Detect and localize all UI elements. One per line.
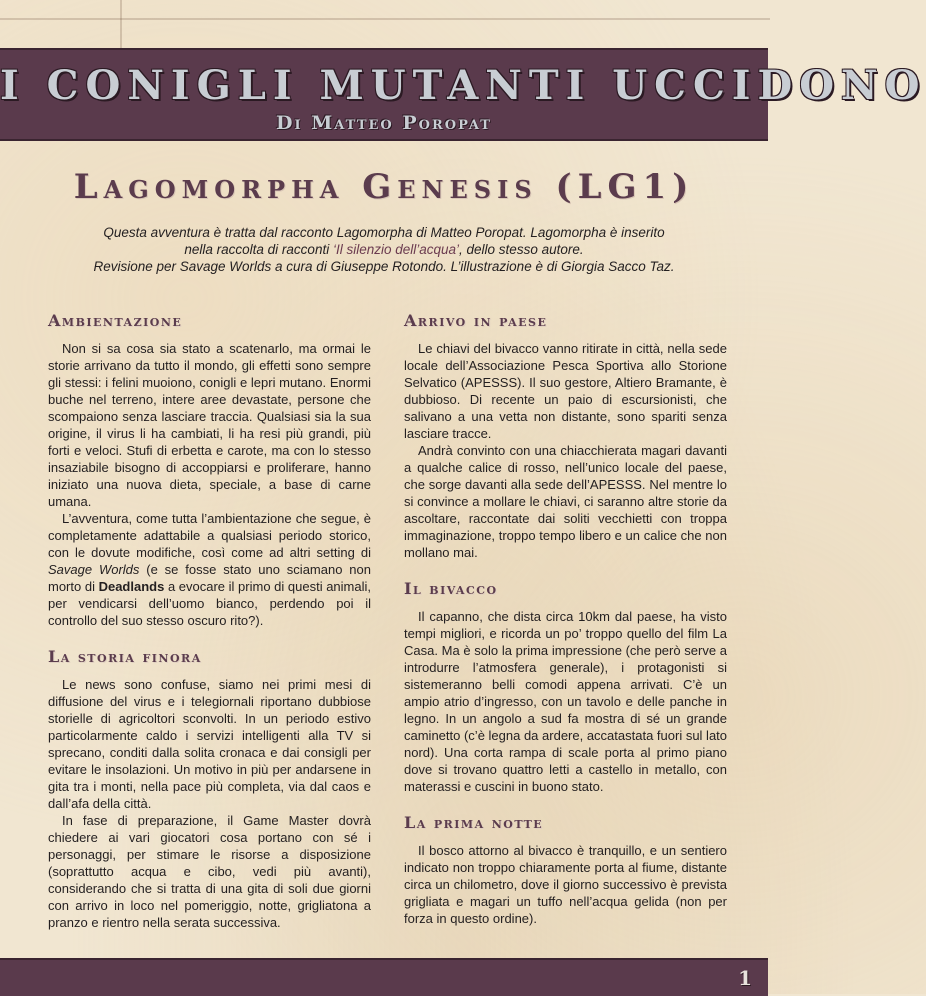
section-arrivo bbox=[404, 311, 727, 561]
section-ambientazione bbox=[48, 311, 371, 629]
intro-line: nella raccolta di racconti ‘Il silenzio dell’acqua’, dello stesso autore. bbox=[184, 242, 584, 257]
paragraph: L’avventura, come tutta l’ambientazione che segue, è completamente adattabile a qualsiasi periodo storico, con le dovute modifiche, così come ad altri setting di Savage Worlds (e se fosse stato uno sciamano non morto di Deadlands a evocare il primo di questi animali, per vendicarsi dell’uomo bianco, perdendo poi il controllo del suo stesso oscuro rito?). bbox=[48, 511, 371, 628]
right-column bbox=[404, 311, 727, 945]
book-title-quote: ‘Il silenzio dell’acqua’ bbox=[332, 242, 460, 257]
section-heading: Arrivo in paese bbox=[404, 311, 548, 330]
intro-line: Questa avventura è tratta dal racconto Lagomorpha di Matteo Poropat. Lagomorpha è inserito bbox=[103, 225, 665, 240]
section-notte bbox=[404, 813, 727, 927]
paragraph: Le chiavi del bivacco vanno ritirate in città, nella sede locale dell’Associazione Pesca Sportiva allo Storione Selvatico (APESSS). Il suo gestore, Altiero Bramante, è dubbioso. Di recente un paio di escursionisti, che salivano a una vetta non distante, sono spariti senza lasciare tracce. bbox=[404, 341, 727, 441]
paper-crease bbox=[120, 0, 122, 50]
footer-bar bbox=[0, 958, 768, 996]
title-banner bbox=[0, 48, 926, 141]
paper-crease bbox=[0, 18, 770, 20]
section-heading: Il bivacco bbox=[404, 579, 498, 598]
paragraph: Andrà convinto con una chiacchierata magari davanti a qualche calice di rosso, nell’unico locale del paese, che sorge davanti alla sede dell’APESSS. Nel mentre lo si convince a mollare le chiavi, ci saranno altre storie da ascoltare, raccontate dai soliti vecchietti con troppa immaginazione, troppo tempo libero e un calice che non mollano mai. bbox=[404, 443, 727, 560]
page-number: 1 bbox=[738, 966, 752, 990]
section-bivacco bbox=[404, 579, 727, 795]
intro-line: Revisione per Savage Worlds a cura di Giuseppe Rotondo. L’illustrazione è di Giorgia Sacco Taz. bbox=[93, 259, 675, 274]
document-author: Di Matteo Poropat bbox=[276, 112, 492, 134]
section-storia bbox=[48, 647, 371, 931]
paragraph: Il capanno, che dista circa 10km dal paese, ha visto tempi migliori, e ricorda un po’ troppo quello del film La Casa. Ma è solo la prima impressione (che però serve a introdurre l’atmosfera generale), i protagonisti si sistemeranno belli comodi appena arrivati. C’è un ampio atrio d’ingresso, con un tavolo e delle panche in legno. In un angolo a sud fa mostra di sé un grande caminetto (c’è legna da ardere, accatastata fuori sul lato nord). Una corta rampa di scale porta al primo piano dove si trovano quattro letti a castello in metallo, con materassi e cuscini in buono stato. bbox=[404, 609, 728, 794]
section-heading: La storia finora bbox=[48, 647, 202, 666]
paragraph: Il bosco attorno al bivacco è tranquillo, e un sentiero indicato non troppo chiaramente porta al fiume, distante circa un chilometro, dove il giorno successivo è prevista grigliata e magari un tuffo nell’acqua gelida (non per forza in questo ordine). bbox=[404, 843, 727, 926]
section-heading: La prima notte bbox=[404, 813, 544, 832]
left-column bbox=[48, 311, 371, 949]
document-title: I CONIGLI MUTANTI UCCIDONO bbox=[0, 62, 926, 109]
section-heading: Ambientazione bbox=[48, 311, 183, 330]
paragraph: Le news sono confuse, siamo nei primi mesi di diffusione del virus e i telegiornali riportano dubbiose storielle di agricoltori sconvolti. In un periodo estivo particolarmente caldo i servizi intelligenti alla TV si sprecano, conditi dalla solita cronaca e dai consigli per evitare le insolazioni. Un motivo in più per andarsene in gita tra i monti, nella pace più completa, via dal caos e dall’afa della città. bbox=[48, 677, 371, 811]
adventure-title: Lagomorpha Genesis (LG1) bbox=[73, 167, 695, 207]
intro-credits bbox=[40, 224, 728, 275]
paragraph: In fase di preparazione, il Game Master dovrà chiedere ai vari giocatori cosa portano con sé i personaggi, per stimare le risorse a disposizione (soprattutto acqua e cibo, vedi più avanti), considerando che si tratta di una gita di soli due giorni con arrivo in loco nel pomeriggio, notte, grigliatona a pranzo e rientro nella serata successiva. bbox=[48, 813, 371, 930]
paragraph: Non si sa cosa sia stato a scatenarlo, ma ormai le storie arrivano da tutto il mondo, gli effetti sono sempre gli stessi: i felini muoiono, conigli e lepri mutano. Enormi buche nel terreno, intere aree devastate, persone che scompaiono senza lasciare traccia. Qualsiasi sia la sua origine, il virus li ha cambiati, li ha resi più grandi, più forti e veloci. Stufi di erbetta e carote, ma con lo stesso insaziabile bisogno di accoppiarsi e proliferare, hanno iniziato una nuova dieta, speciale, a base di carne umana. bbox=[48, 341, 371, 509]
